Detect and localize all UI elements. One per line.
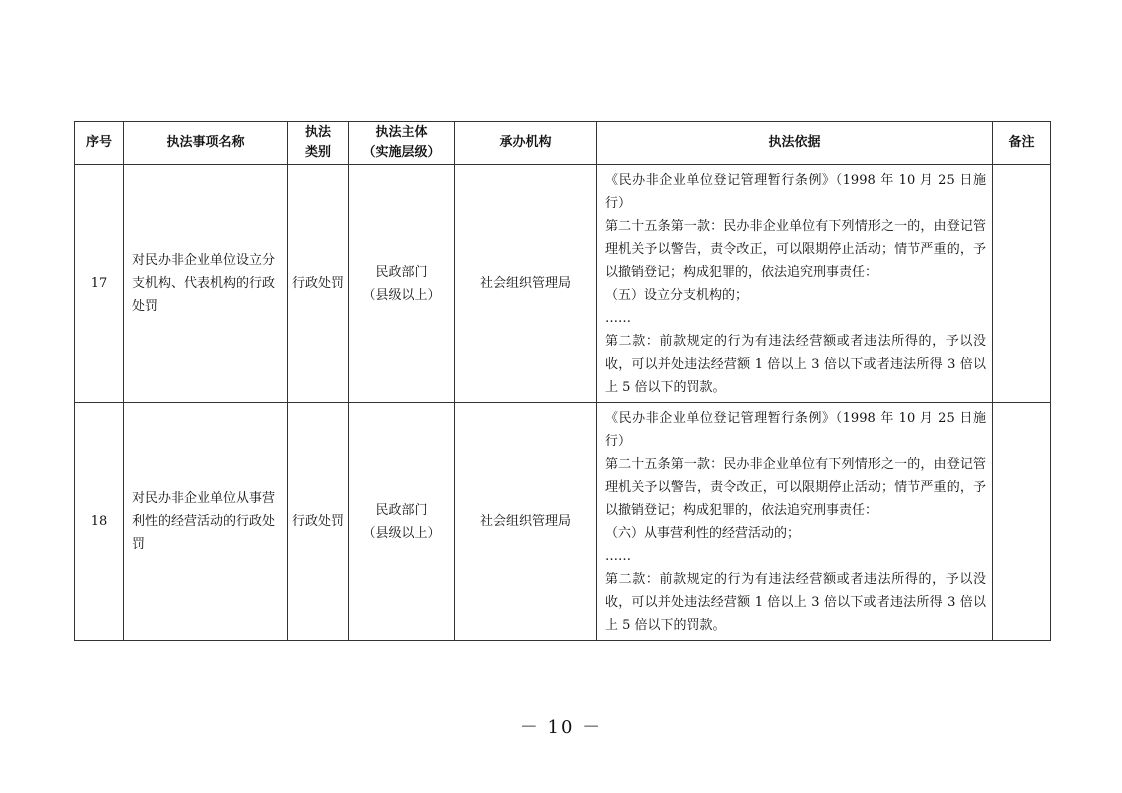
header-subject [349,122,455,165]
header-index: 序号 [75,122,124,165]
row-basis [597,165,993,403]
basis-regulation-title: 《民办非企业单位登记管理暂行条例》（1998 年 10 月 25 日施行） [605,172,986,211]
row-category: 行政处罚 [288,403,349,641]
row-item-name: 对民办非企业单位从事营利性的经营活动的行政处罚 [124,403,288,641]
row-index: 17 [75,165,124,403]
row-index: 18 [75,403,124,641]
basis-ellipsis: …… [605,548,631,564]
basis-item: （六）从事营利性的经营活动的； [605,525,801,541]
table-row [75,165,1051,403]
row-basis [597,403,993,641]
basis-article-clause-2: 第二款：前款规定的行为有违法经营额或者违法所得的，予以没收，可以并处违法经营额 1 倍以上 3 倍以下或者违法所得 3 倍以上 5 倍以下的罚款。 [605,333,986,395]
basis-item: （五）设立分支机构的； [605,287,749,303]
row-remarks [993,165,1051,403]
header-remarks: 备注 [993,122,1051,165]
row-agency: 社会组织管理局 [455,403,597,641]
header-category [288,122,349,165]
table-row [75,403,1051,641]
row-remarks [993,403,1051,641]
header-agency: 承办机构 [455,122,597,165]
row-subject [349,165,455,403]
page-number: － 10 － [519,717,603,738]
header-subject-line2: （实施层级） [362,145,441,160]
basis-ellipsis: …… [605,310,631,326]
header-category-line2: 类别 [304,145,331,160]
row-item-name: 对民办非企业单位设立分支机构、代表机构的行政处罚 [124,165,288,403]
row-agency: 社会组织管理局 [455,165,597,403]
table-header-row [75,122,1051,165]
basis-article-clause-2: 第二款：前款规定的行为有违法经营额或者违法所得的，予以没收，可以并处违法经营额 1 倍以上 3 倍以下或者违法所得 3 倍以上 5 倍以下的罚款。 [605,571,986,633]
row-subject [349,403,455,641]
row-subject-line1: 民政部门 [375,264,428,280]
row-subject-line2: （县级以上） [362,525,441,541]
basis-article-clause-1: 第二十五条第一款：民办非企业单位有下列情形之一的，由登记管理机关予以警告，责令改正，可以限期停止活动；情节严重的，予以撤销登记；构成犯罪的，依法追究刑事责任： [605,218,986,280]
row-subject-line2: （县级以上） [362,287,441,303]
row-category: 行政处罚 [288,165,349,403]
header-basis: 执法依据 [597,122,993,165]
basis-article-clause-1: 第二十五条第一款：民办非企业单位有下列情形之一的，由登记管理机关予以警告，责令改正，可以限期停止活动；情节严重的，予以撤销登记；构成犯罪的，依法追究刑事责任： [605,456,986,518]
row-subject-line1: 民政部门 [375,502,428,518]
header-category-line1: 执法 [304,125,331,140]
header-subject-line1: 执法主体 [375,125,428,140]
basis-regulation-title: 《民办非企业单位登记管理暂行条例》（1998 年 10 月 25 日施行） [605,410,986,449]
header-item-name: 执法事项名称 [124,122,288,165]
enforcement-table [74,121,1051,641]
